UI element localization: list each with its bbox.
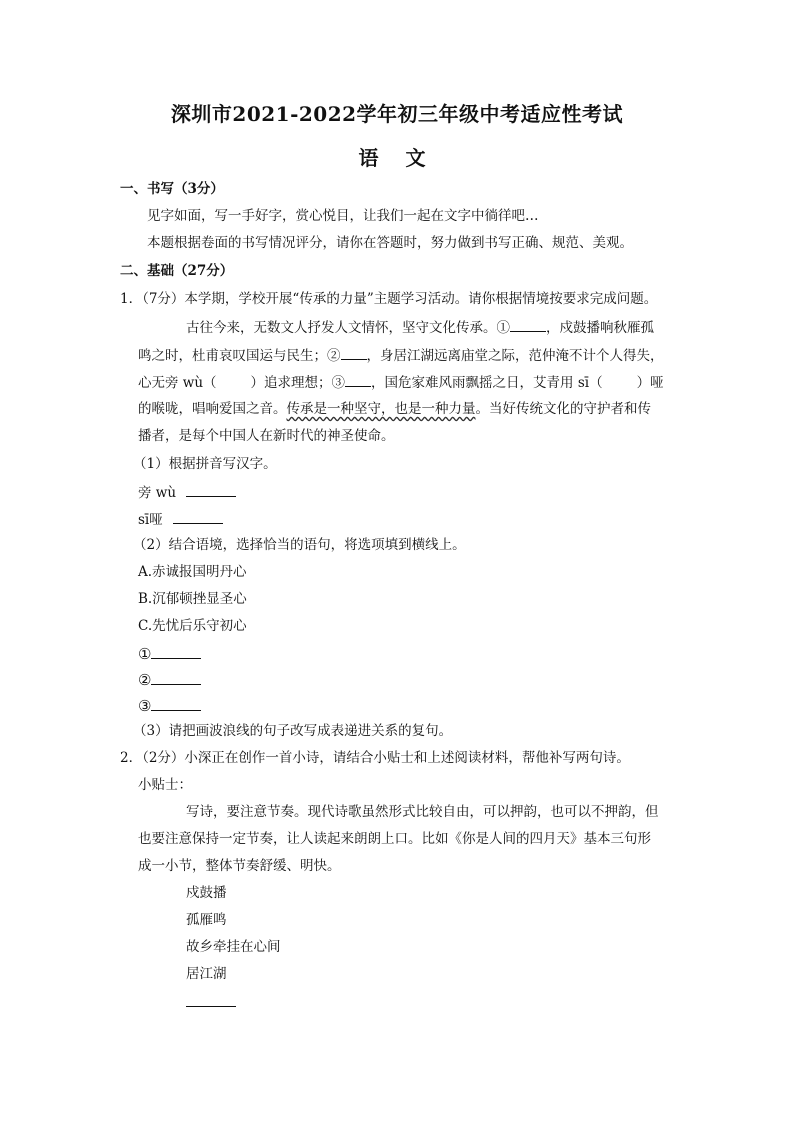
answer-blank-3[interactable] (151, 696, 201, 711)
passage-text: ）追求理想；③ (250, 375, 346, 391)
passage-line-5: 播者，是每个中国人在新时代的神圣使命。 (138, 428, 395, 444)
pinyin-item-si (138, 509, 223, 529)
tip-line-3: 成一小节，整体节奏舒缓、明快。 (138, 858, 341, 874)
circled-number: ③ (138, 697, 152, 715)
answer-blank-2[interactable] (151, 670, 201, 685)
tip-line-1: 写诗，要注意节奏。现代诗歌虽然形式比较自由，可以押韵，也可以不押韵，但 (186, 804, 659, 820)
passage-text: ）哑 (636, 375, 664, 391)
answer-blank-si[interactable] (173, 509, 223, 524)
fill-blank-3[interactable] (345, 372, 371, 387)
circled-number: ② (138, 671, 152, 689)
answer-line-2 (138, 670, 201, 689)
passage-text: 鸣之时，杜甫哀叹国运与民生；② (138, 348, 341, 364)
tip-label: 小贴士： (138, 777, 192, 793)
poem-answer-line (186, 992, 236, 1012)
pinyin-label: 旁 wù (138, 485, 177, 501)
poem-line-4: 居江湖 (186, 966, 227, 982)
question2-stem: 2．（2分）小深正在创作一首小诗，请结合小贴士和上述阅读材料，帮他补写两句诗。 (120, 750, 630, 766)
passage-text: 心无旁 wù（ (138, 375, 217, 391)
answer-blank-1[interactable] (151, 644, 201, 659)
poem-line-1: 戍鼓播 (186, 885, 227, 901)
tip-line-2: 也要注意保持一定节奏，让人读起来朗朗上口。比如《你是人间的四月天》基本三句形 (138, 831, 651, 847)
answer-line-1 (138, 644, 201, 663)
passage-line-4 (138, 400, 651, 418)
section2-heading: 二、基础（27分） (120, 263, 234, 279)
section1-paragraph-1: 见字如面，写一手好字，赏心悦目，让我们一起在文字中徜徉吧… (147, 208, 539, 224)
answer-line-3 (138, 696, 201, 715)
passage-text: 。当好传统文化的守护者和传 (475, 401, 651, 417)
subquestion-3: （3）请把画波浪线的句子改写成表递进关系的复句。 (133, 723, 453, 739)
fill-blank-2[interactable] (341, 345, 367, 360)
section1-paragraph-2: 本题根据卷面的书写情况评分，请你在答题时，努力做到书写正确、规范、美观。 (147, 235, 633, 251)
passage-line-3 (138, 372, 664, 392)
poem-line-3: 故乡牵挂在心间 (186, 939, 281, 955)
passage-text: ，戍鼓播响秋雁孤 (546, 320, 654, 336)
passage-text: 古往今来，无数文人抒发人文情怀，坚守文化传承。① (186, 320, 510, 336)
option-b: B.沉郁顿挫显圣心 (138, 591, 247, 607)
exam-title: 深圳市2021-2022学年初三年级中考适应性考试 (170, 102, 624, 126)
passage-line-1 (186, 317, 654, 337)
option-a: A.赤诚报国明丹心 (138, 564, 247, 580)
poem-answer-blank[interactable] (186, 992, 236, 1007)
circled-number: ① (138, 645, 152, 663)
poem-line-2: 孤雁鸣 (186, 912, 227, 928)
pinyin-item-wu (138, 482, 236, 502)
passage-text: ，身居江湖远离庙堂之际，范仲淹不计个人得失， (366, 348, 664, 364)
passage-text: 的喉咙，唱响爱国之音。 (138, 401, 287, 417)
passage-line-2 (138, 345, 664, 365)
answer-blank-wu[interactable] (186, 482, 236, 497)
option-c: C.先忧后乐守初心 (138, 618, 247, 634)
pinyin-label: sī哑 (138, 512, 163, 528)
subquestion-2: （2）结合语境，选择恰当的语句，将选项填到横线上。 (133, 537, 466, 553)
fill-blank-1[interactable] (510, 317, 546, 332)
question1-stem: 1．（7分）本学期，学校开展“传承的力量”主题学习活动。请你根据情境按要求完成问题。 (120, 291, 658, 307)
subquestion-1: （1）根据拼音写汉字。 (133, 456, 277, 472)
wavy-underlined-sentence: 传承是一种坚守，也是一种力量 (286, 401, 476, 417)
passage-text: ，国危家难风雨飘摇之日，艾青用 sī（ (371, 375, 603, 391)
subject-title: 语 文 (358, 146, 436, 170)
section1-heading: 一、书写（3分） (120, 181, 224, 197)
